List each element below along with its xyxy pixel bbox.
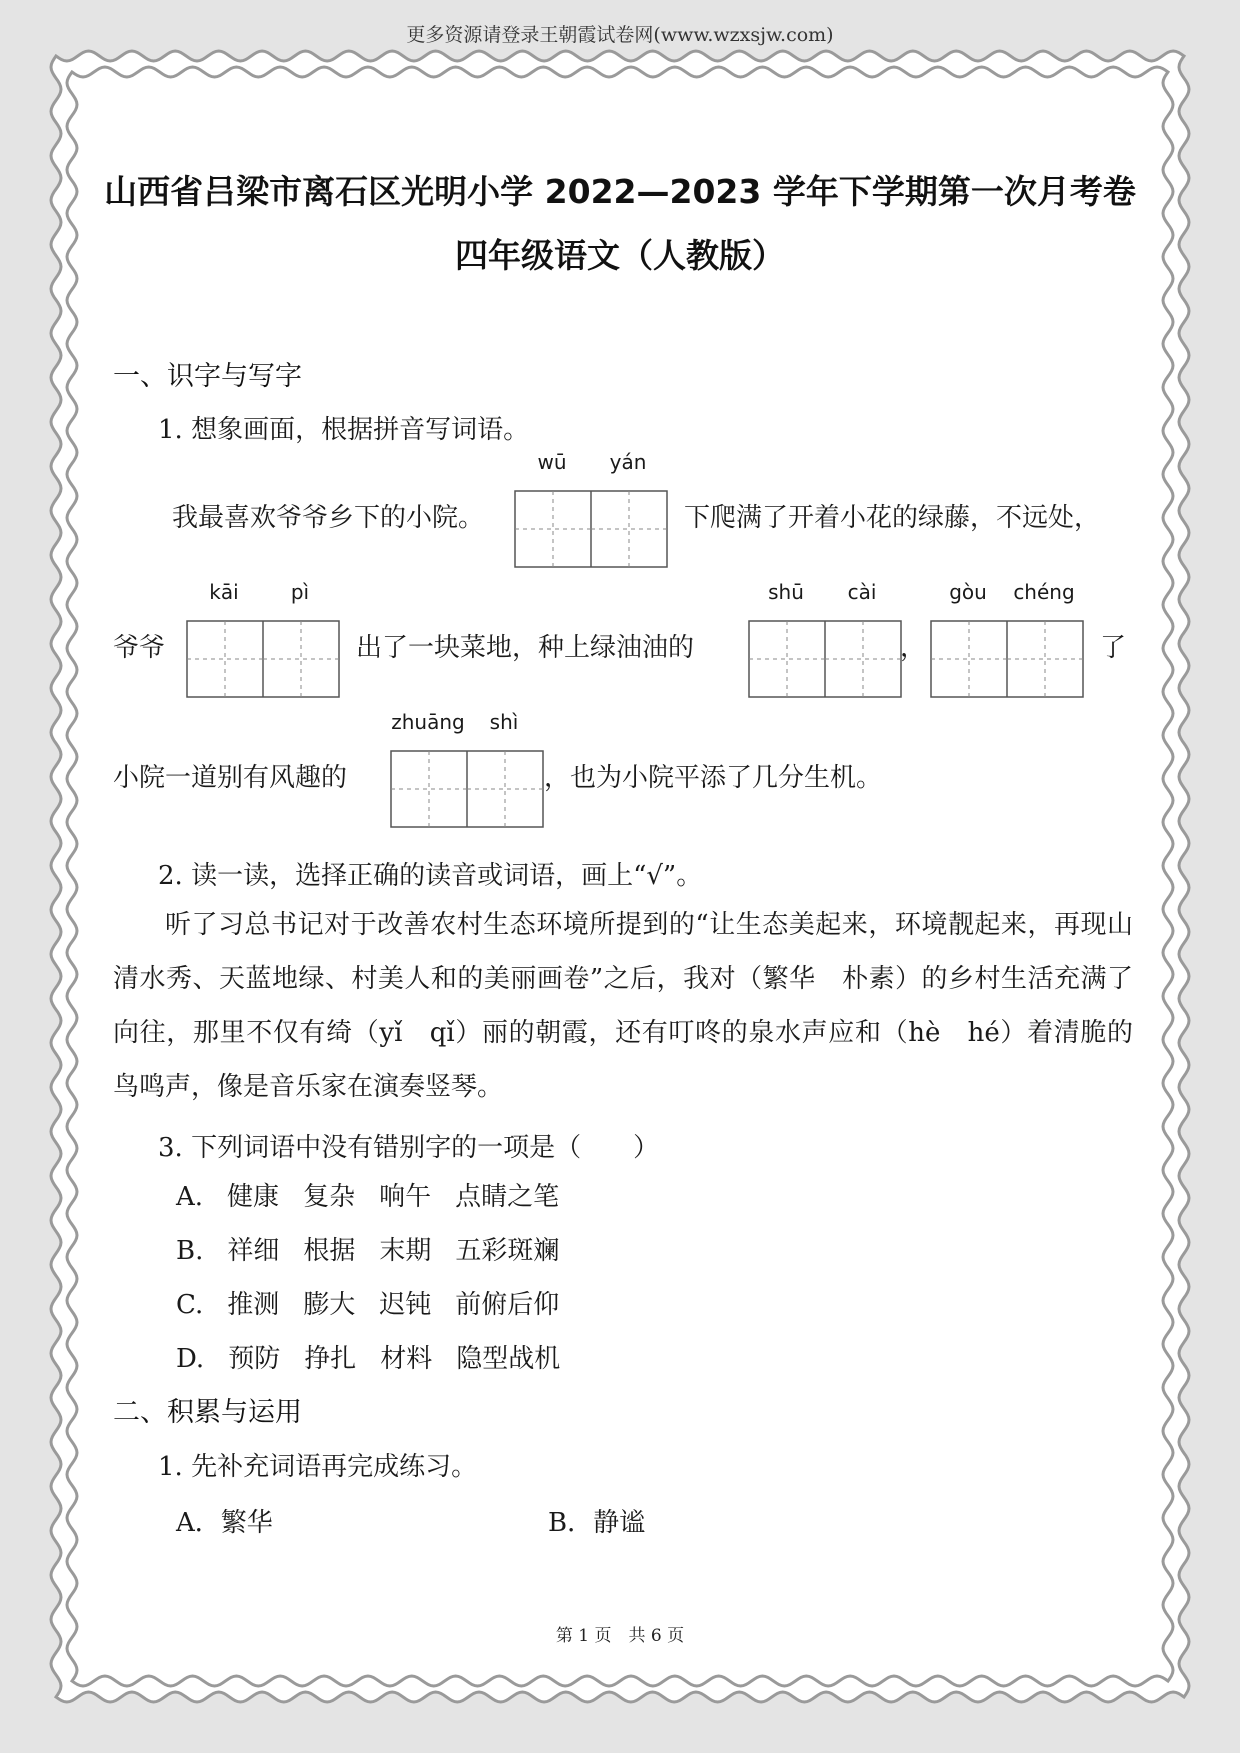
option-word: 祥细 bbox=[227, 1236, 280, 1266]
pinyin-label: shū bbox=[768, 580, 804, 604]
q1-line1-rest: 下爬满了开着小花的绿藤，不远处， bbox=[684, 503, 1101, 533]
tianzige-cells bbox=[930, 620, 1084, 698]
pinyin-label: chéng bbox=[1013, 580, 1075, 604]
option-label: A. bbox=[176, 1182, 204, 1212]
option-word: 推测 bbox=[227, 1290, 280, 1320]
q3-option-b[interactable] bbox=[176, 1230, 583, 1267]
q1-line2-comma: ， bbox=[900, 633, 927, 663]
q3-option-d[interactable] bbox=[176, 1338, 584, 1375]
option-word: 健康 bbox=[227, 1182, 280, 1212]
option-word: 五彩斑斓 bbox=[455, 1236, 560, 1266]
pinyin-blank-2[interactable] bbox=[186, 580, 340, 702]
s2-q1-prompt: 1. 先补充词语再完成练习。 bbox=[158, 1452, 478, 1482]
option-word: 响午 bbox=[379, 1182, 432, 1212]
tianzige-cells bbox=[186, 620, 340, 698]
q1-line2-start: 爷爷 bbox=[113, 633, 166, 663]
tianzige-cells bbox=[390, 750, 544, 828]
q1-prompt: 1. 想象画面，根据拼音写词语。 bbox=[158, 415, 530, 445]
site-header: 更多资源请登录王朝霞试卷网(www.wzxsjw.com) bbox=[406, 24, 834, 46]
pinyin-blank-1[interactable] bbox=[514, 450, 668, 572]
q1-line2-end: 了 bbox=[1100, 633, 1127, 663]
option-label: C. bbox=[176, 1290, 204, 1320]
option-label: B. bbox=[176, 1236, 204, 1266]
q1-line1-text: 我最喜欢爷爷乡下的小院。 bbox=[172, 503, 485, 533]
q2-passage: 听了习总书记对于改善农村生态环境所提到的“让生态美起来，环境靓起来，再现山清水秀、天蓝地绿、村美人和的美丽画卷”之后，我对（繁华 朴素）的乡村生活充满了向往，那里不仅有绮（yǐ qǐ）丽的朝霞，还有叮咚的泉水声应和（hè hé）着清脆的鸟鸣声，像是音乐家在演奏竖琴。 bbox=[113, 910, 1133, 1102]
pinyin-label: shì bbox=[489, 710, 519, 734]
option-word: 复杂 bbox=[303, 1182, 356, 1212]
pinyin-label: kāi bbox=[209, 580, 239, 604]
pinyin-blank-5[interactable] bbox=[390, 710, 544, 832]
q3-option-a[interactable] bbox=[176, 1176, 583, 1213]
option-word: 末期 bbox=[379, 1236, 432, 1266]
section2-heading: 二、积累与运用 bbox=[113, 1397, 302, 1428]
pinyin-label: yán bbox=[609, 450, 647, 474]
q3-prompt: 3. 下列词语中没有错别字的一项是（ ） bbox=[158, 1133, 660, 1163]
s2-q1-option-a: A．繁华 bbox=[176, 1508, 273, 1538]
option-word: 膨大 bbox=[303, 1290, 356, 1320]
q1-line2-mid: 出了一块菜地，种上绿油油的 bbox=[356, 633, 695, 663]
q1-line3-end: ，也为小院平添了几分生机。 bbox=[544, 763, 883, 793]
exam-title: 山西省吕梁市离石区光明小学 2022—2023 学年下学期第一次月考卷 bbox=[104, 172, 1136, 211]
q3-option-c[interactable] bbox=[176, 1284, 583, 1321]
option-word: 迟钝 bbox=[379, 1290, 432, 1320]
tianzige-cells bbox=[514, 490, 668, 568]
pinyin-label: pì bbox=[290, 580, 310, 604]
option-word: 点睛之笔 bbox=[455, 1182, 560, 1212]
pinyin-label: wū bbox=[537, 450, 567, 474]
tianzige-cells bbox=[748, 620, 902, 698]
option-word: 挣扎 bbox=[304, 1344, 357, 1374]
option-word: 前俯后仰 bbox=[455, 1290, 560, 1320]
option-word: 材料 bbox=[380, 1344, 433, 1374]
option-word: 隐型战机 bbox=[456, 1344, 561, 1374]
s2-q1-option-b: B．静谧 bbox=[548, 1508, 646, 1538]
page-number: 第 1 页 共 6 页 bbox=[555, 1626, 685, 1646]
pinyin-label: gòu bbox=[949, 580, 987, 604]
pinyin-label: cài bbox=[847, 580, 877, 604]
option-label: D. bbox=[176, 1344, 205, 1374]
q2-prompt: 2. 读一读，选择正确的读音或词语，画上“√”。 bbox=[158, 861, 703, 891]
pinyin-label: zhuāng bbox=[391, 710, 465, 734]
pinyin-blank-4[interactable] bbox=[930, 580, 1084, 702]
q1-line3-start: 小院一道别有风趣的 bbox=[113, 763, 348, 793]
exam-subtitle: 四年级语文（人教版） bbox=[455, 236, 785, 275]
option-word: 根据 bbox=[303, 1236, 356, 1266]
section1-heading: 一、识字与写字 bbox=[113, 361, 302, 392]
option-word: 预防 bbox=[228, 1344, 281, 1374]
pinyin-blank-3[interactable] bbox=[748, 580, 902, 702]
